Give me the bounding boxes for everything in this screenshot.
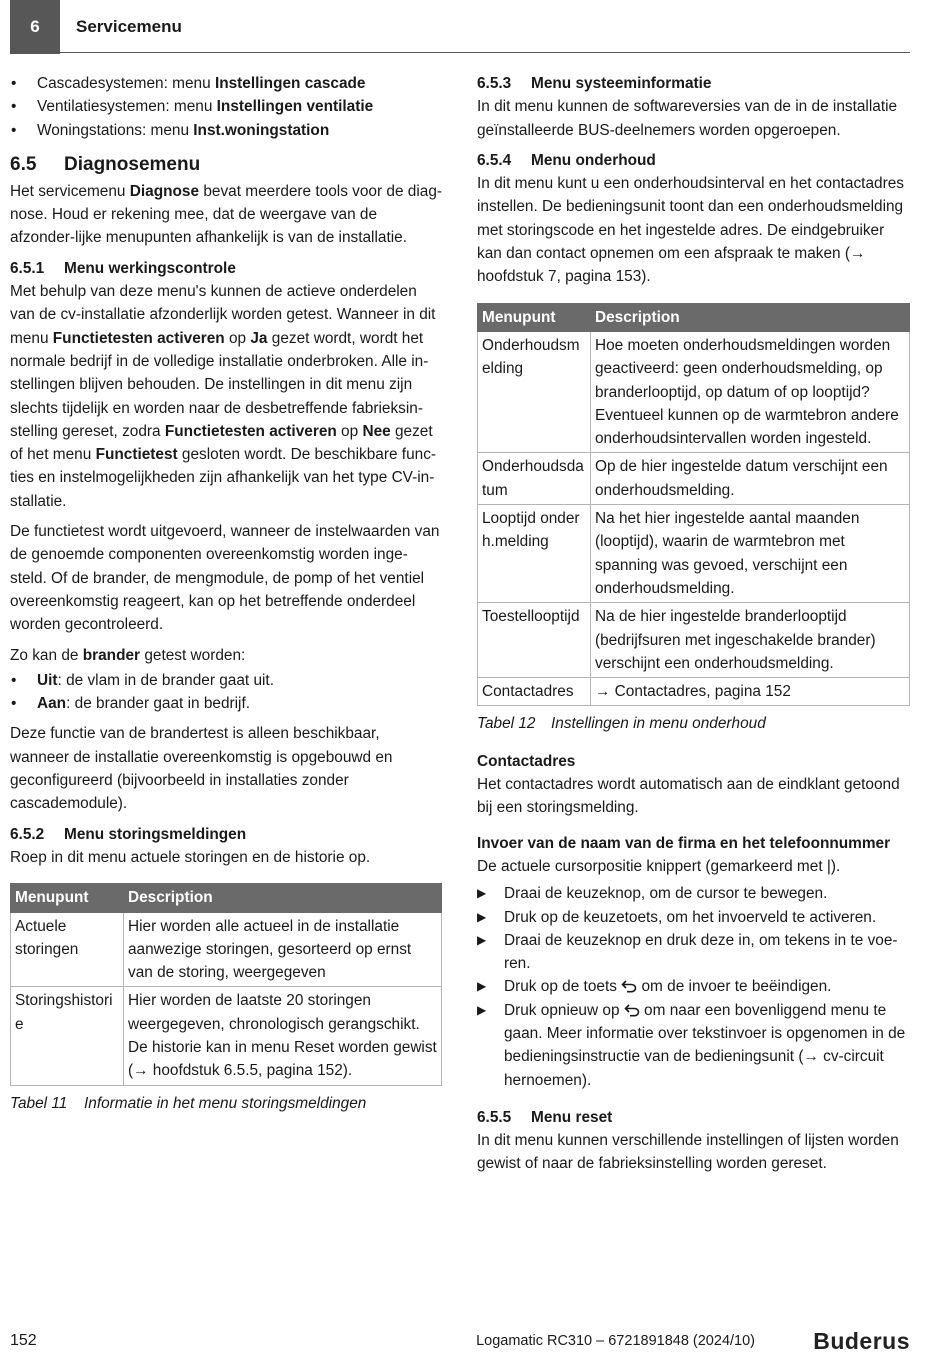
instruction-step: ▶ Druk opnieuw op om naar een bovenliggend menu te gaan. Meer informatie over tekstinvoer is opgenomen in de bedieningsinstructie van de bedieningsunit (→ cv-circuit hernoemen).: [477, 999, 910, 1092]
paragraph: De functietest wordt uitgevoerd, wanneer de instelwaarden van de genoemde componenten overeenkomstig worden inge-steld. Of de brander, de mengmodule, de pomp of het ventiel overeenkomstig reageert, kan op het betreffende onderdeel worden gecontroleerd.: [10, 523, 440, 634]
table-row: [478, 603, 910, 678]
right-column: [477, 72, 910, 1183]
list-item: • Uit: de vlam in de brander gaat uit.: [10, 669, 442, 692]
instruction-step: ▶ Druk op de toets om de invoer te beëindigen.: [477, 975, 910, 998]
table-cell: Hier worden alle actueel in de installatie aanwezige storingen, gesorteerd op ernst van de storing, weergegeven: [124, 912, 442, 987]
paragraph: Met behulp van deze menu's kunnen de actieve onderdelen van de cv-installatie afzonderlijk worden getest. Wanneer in dit menu Functietesten activeren op Ja gezet wordt, wordt het normale bedrijf in de volledige installatie onderbroken. Alle in-stellingen blijven behouden. De instellingen in dit menu zijn slechts tijdelijk en worden naar de desbetreffende fabrieksin-stelling gereset, zodra Functietesten activeren op Nee gezet of het menu Functietest gesloten wordt. De beschikbare func-ties en instelmogelijkheden zijn afhankelijk van het type CV-in-stallatie.: [10, 283, 437, 510]
table-cell: Onderhoudsdatum: [478, 453, 591, 505]
table-row: [11, 912, 442, 987]
section-heading-6-5-4: 6.5.4 Menu onderhoud: [477, 151, 656, 169]
buderus-logo: Buderus: [813, 1328, 910, 1354]
subheading-invoer: Invoer van de naam van de firma en het telefoonnummer: [477, 834, 891, 852]
back-icon: [624, 1003, 640, 1017]
table-cell: Hoe moeten onderhoudsmeldingen worden geactiveerd: geen onderhoudsmelding, op branderlooptijd, op datum of op looptijd? Eventueel kunnen op de warmtebron andere onderhoudsintervallen worden ingesteld.: [591, 331, 910, 452]
subheading-contactadres: Contactadres: [477, 752, 576, 770]
paragraph: Deze functie van de brandertest is alleen beschikbaar, wanneer de installatie overeenkomstig is opgebouwd en geconfigureerd (bijvoorbeeld in installaties zonder cascademodule).: [10, 725, 393, 813]
paragraph: Roep in dit menu actuele storingen en de historie op.: [10, 848, 371, 866]
table-cell: Contactadres: [478, 678, 591, 706]
list-item: • Aan: de brander gaat in bedrijf.: [10, 692, 442, 715]
table-cell: Na het hier ingestelde aantal maanden (looptijd), waarin de warmtebron met spanning was gevoed, verschijnt een onderhoudsmelding.: [591, 505, 910, 603]
chapter-title: Servicemenu: [76, 17, 182, 36]
column-header: Description: [591, 303, 910, 331]
list-item: • Cascadesystemen: menu Instellingen cascade: [10, 72, 442, 95]
table-cell: Toestellooptijd: [478, 603, 591, 678]
instruction-step: ▶ Druk op de keuzetoets, om het invoerveld te activeren.: [477, 906, 910, 929]
document-id: Logamatic RC310 – 6721891848 (2024/10): [476, 1333, 755, 1349]
instruction-step: ▶ Draai de keuzeknop, om de cursor te bewegen.: [477, 882, 910, 905]
table-cell: Actuele storingen: [11, 912, 124, 987]
left-column: [10, 72, 442, 1129]
column-header: Description: [124, 884, 442, 912]
table-caption: Tabel 12 Instellingen in menu onderhoud: [477, 715, 766, 733]
table-cell: Storingshistorie: [11, 987, 124, 1085]
column-header: Menupunt: [478, 303, 591, 331]
paragraph: De actuele cursorpositie knippert (gemarkeerd met |).: [477, 857, 841, 875]
paragraph: Zo kan de brander getest worden:: [10, 646, 246, 664]
list-item: • Woningstations: menu Inst.woningstation: [10, 119, 442, 142]
page-header: [10, 0, 910, 54]
table-row: [478, 505, 910, 603]
table-row: [478, 331, 910, 452]
section-heading-6-5: 6.5 Diagnosemenu: [10, 153, 201, 175]
intro-bullet-list: [10, 72, 442, 142]
table-onderhoud: [477, 303, 910, 707]
section-heading-6-5-1: 6.5.1 Menu werkingscontrole: [10, 259, 236, 277]
paragraph: In dit menu kunnen verschillende instellingen of lijsten worden gewist of naar de fabrieksinstelling worden gereset.: [477, 1132, 899, 1173]
table-cell: Na de hier ingestelde branderlooptijd (bedrijfsuren met ingeschakelde brander) verschijnt een onderhoudsmelding.: [591, 603, 910, 678]
table-row: [478, 453, 910, 505]
column-header: Menupunt: [11, 884, 124, 912]
table-cell: → Contactadres, pagina 152: [591, 678, 910, 706]
instruction-step: ▶ Draai de keuzeknop en druk deze in, om tekens in te voe-ren.: [477, 929, 910, 976]
table-cell: Onderhoudsmelding: [478, 331, 591, 452]
table-caption: Tabel 11 Informatie in het menu storingsmeldingen: [10, 1094, 367, 1112]
instruction-steps: [477, 882, 910, 1092]
table-header-row: [11, 884, 442, 912]
section-heading-6-5-3: 6.5.3 Menu systeeminformatie: [477, 75, 712, 92]
paragraph: In dit menu kunnen de softwareversies van de in de installatie geïnstalleerde BUS-deelnemers worden opgeroepen.: [477, 98, 898, 139]
header-divider: [10, 52, 910, 53]
table-storingsmeldingen: [10, 883, 442, 1085]
table-cell: Op de hier ingestelde datum verschijnt een onderhoudsmelding.: [591, 453, 910, 505]
section-heading-6-5-2: 6.5.2 Menu storingsmeldingen: [10, 825, 247, 843]
burner-bullet-list: [10, 669, 442, 716]
paragraph: Het servicemenu Diagnose bevat meerdere tools voor de diag-nose. Houd er rekening mee, dat de weergave van de afzonder-lijke menupunten afhankelijk is van de installatie.: [10, 182, 443, 247]
table-cell: Hier worden de laatste 20 storingen weergegeven, chronologisch gerangschikt. De historie kan in menu Reset worden gewist (→ hoofdstuk 6.5.5, pagina 152).: [124, 987, 442, 1085]
back-icon: [621, 979, 637, 993]
paragraph: Het contactadres wordt automatisch aan de eindklant getoond bij een storingsmelding.: [477, 776, 900, 817]
table-header-row: [478, 303, 910, 331]
paragraph: In dit menu kunt u een onderhoudsinterval en het contactadres instellen. De bedieningsunit toont dan een onderhoudsmelding met storingscode en het ingestelde adres. De eindgebruiker kan dan contact opnemen om een afspraak te maken (→ hoofdstuk 7, pagina 153).: [477, 175, 904, 286]
page-number: 152: [10, 1332, 37, 1349]
section-heading-6-5-5: 6.5.5 Menu reset: [477, 1108, 613, 1126]
table-cell: Looptijd onderh.melding: [478, 505, 591, 603]
page-footer: [10, 1330, 910, 1356]
table-row: [11, 987, 442, 1085]
chapter-number: 6: [10, 0, 60, 54]
table-row: [478, 678, 910, 706]
list-item: • Ventilatiesystemen: menu Instellingen ventilatie: [10, 95, 442, 118]
